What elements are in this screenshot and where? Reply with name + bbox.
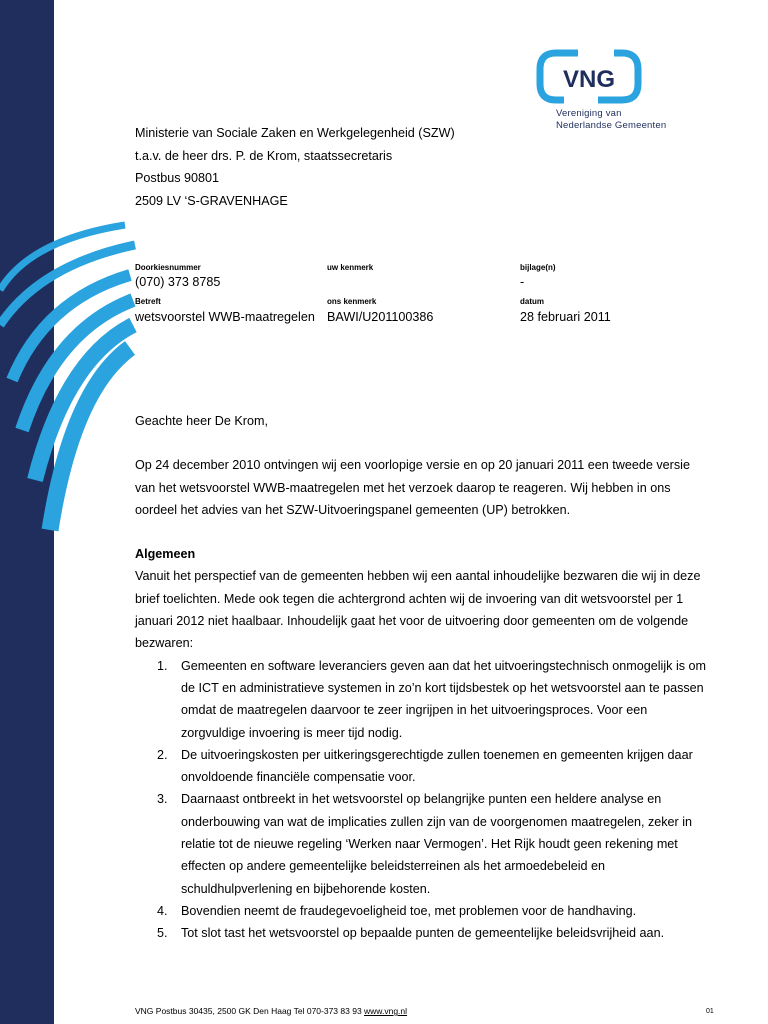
recipient-address (135, 122, 455, 212)
list-item-text: Daarnaast ontbreekt in het wetsvoorstel op belangrijke punten een heldere analyse en onderbouwing van wat de implicaties zullen zijn van de voorgenomen maatregelen, zeker in relatie tot de nieuwe regeling ‘Werken naar Vermogen’. Het Rijk houdt geen rekening met effecten op andere gemeentelijke beleidsterreinen als het armoedebeleid en schuldhulpverlening en bijbehorende kosten. (181, 792, 693, 896)
bijlage-label: bijlage(n) (520, 263, 556, 272)
list-item-text: De uitvoeringskosten per uitkeringsgerechtigde zullen toenemen en gemeenten krijgen daar onvoldoende financiële compensatie voor. (181, 747, 693, 785)
objections-list (135, 655, 710, 945)
recipient-line-1: Ministerie van Sociale Zaken en Werkgelegenheid (SZW) (135, 126, 455, 140)
list-item-number: 4. (157, 903, 168, 918)
list-item-number: 1. (157, 658, 168, 673)
footer-website-link[interactable]: www.vng.nl (364, 1006, 408, 1016)
page-number: 01 (706, 1008, 714, 1015)
datum-value: 28 februari 2011 (520, 310, 611, 324)
footer-address: VNG Postbus 30435, 2500 GK Den Haag Tel 070-373 83 93 (135, 1006, 365, 1016)
list-item-number: 3. (157, 792, 168, 807)
datum-label: datum (520, 297, 544, 306)
recipient-line-2: t.a.v. de heer drs. P. de Krom, staatssecretaris (135, 148, 393, 163)
list-item-number: 5. (157, 926, 168, 941)
bijlage-value: - (520, 275, 525, 289)
logo-subtitle (556, 108, 666, 132)
list-item (135, 900, 710, 922)
list-item (135, 922, 710, 944)
recipient-line-3: Postbus 90801 (135, 171, 220, 185)
list-item-text: Bovendien neemt de fraudegevoeligheid toe, met problemen voor de handhaving. (181, 903, 637, 918)
list-item (135, 788, 710, 899)
ons-kenmerk-label: ons kenmerk (327, 297, 377, 306)
letter-body (135, 410, 710, 945)
arc-6 (50, 348, 130, 530)
list-item (135, 655, 710, 744)
recipient-line-4: 2509 LV ‘S-GRAVENHAGE (135, 193, 288, 208)
doorkies-value: (070) 373 8785 (135, 275, 221, 289)
intro-paragraph: Op 24 december 2010 ontvingen wij een voorlopige versie en op 20 januari 2011 een tweede versie van het wetsvoorstel WWB-maatregelen met het verzoek daarop te reageren. Wij hebben in ons oordeel het advies van het SZW-Uitvoeringspanel gemeenten (UP) betrokken. (135, 458, 690, 517)
uw-kenmerk-label: uw kenmerk (327, 263, 374, 272)
footer (135, 1006, 407, 1016)
list-item-number: 2. (157, 747, 168, 762)
logo-text: VNG (562, 66, 616, 93)
list-item-text: Tot slot tast het wetsvoorstel op bepaalde punten de gemeentelijke beleidsvrijheid aan. (181, 926, 665, 941)
betreft-value: wetsvoorstel WWB-maatregelen (135, 310, 315, 324)
doorkies-label: Doorkiesnummer (135, 263, 201, 272)
betreft-label: Betreft (135, 297, 161, 306)
section-heading: Algemeen (135, 547, 196, 562)
decorative-arcs (0, 0, 140, 560)
general-paragraph: Vanuit het perspectief van de gemeenten hebben wij een aantal inhoudelijke bezwaren die wij in deze brief toelichten. Mede ook tegen die achtergrond achten wij de invoering van dit wetsvoorstel per 1 januari 2012 niet haalbaar. Inhoudelijk gaat het voor de uitvoering door gemeenten om de volgende bezwaren: (135, 569, 701, 651)
list-item-text: Gemeenten en software leveranciers geven aan dat het uitvoeringstechnisch onmogelijk is om de ICT en administratieve systemen in zo’n kort tijdsbestek op het wetsvoorstel aan te passen omdat de maatregelen daarvoor te zeer ingrijpen in het uitvoeringsproces. Voor een zorgvuldige invoering is meer tijd nodig. (181, 658, 707, 740)
logo-subtitle-line1: Vereniging van (556, 108, 622, 119)
ons-kenmerk-value: BAWI/U201100386 (327, 310, 434, 324)
list-item (135, 744, 710, 789)
logo-subtitle-line2: Nederlandse Gemeenten (556, 120, 667, 131)
salutation: Geachte heer De Krom, (135, 414, 268, 428)
